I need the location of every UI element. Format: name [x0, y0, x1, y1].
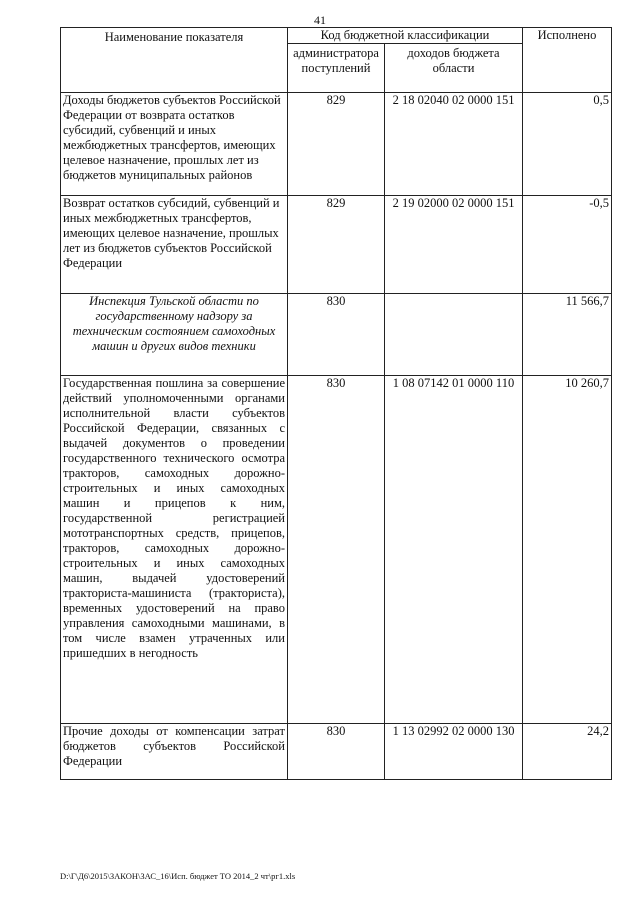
row-executed: 0,5 — [523, 93, 612, 196]
page-number: 41 — [314, 13, 326, 27]
row-executed: 24,2 — [523, 724, 612, 780]
header-revenue-code: доходов бюджета области — [385, 44, 523, 93]
row-revenue-code: 1 08 07142 01 0000 110 — [385, 376, 523, 724]
row-admin-code: 829 — [288, 196, 385, 294]
table-row — [61, 294, 612, 376]
row-revenue-code: 1 13 02992 02 0000 130 — [385, 724, 523, 780]
row-name: Инспекция Тульской области по государственному надзору за техническим состоянием самоходных машин и других видов техники — [61, 294, 288, 376]
row-name: Доходы бюджетов субъектов Российской Федерации от возврата остатков субсидий, субвенций и иных межбюджетных трансфертов, имеющих целевое назначение, прошлых лет из бюджетов муниципальных районов — [61, 93, 288, 196]
row-revenue-code — [385, 294, 523, 376]
table-row — [61, 724, 612, 780]
header-row-top — [61, 28, 612, 44]
table-row — [61, 196, 612, 294]
header-classification: Код бюджетной классификации — [288, 28, 523, 44]
row-name: Государственная пошлина за совершение действий уполномоченными органами исполнительной власти субъектов Российской Федерации, связанных с выдачей документов о проведении государственного технического осмотра тракторов, самоходных дорожно-строительных и иных самоходных машин и прицепов к ним, государственной регистрацией мототранспортных средств, прицепов, тракторов, самоходных дорожно-строительных и иных самоходных машин, выдачей удостоверений тракториста-машиниста (тракториста), временных удостоверений на право управления самоходными машинами, в том числе взамен утраченных или пришедших в негодность — [61, 376, 288, 724]
table-row — [61, 93, 612, 196]
row-admin-code: 829 — [288, 93, 385, 196]
footer-file-path: D:\Г\Д6\2015\ЗАКОН\ЗАС_16\Исп. бюджет ТО 2014_2 чт\рг1.xls — [60, 871, 296, 881]
row-name: Возврат остатков субсидий, субвенций и иных межбюджетных трансфертов, имеющих целевое назначение, прошлых лет из бюджетов субъектов Российской Федерации — [61, 196, 288, 294]
row-executed: 11 566,7 — [523, 294, 612, 376]
row-executed: -0,5 — [523, 196, 612, 294]
row-revenue-code: 2 19 02000 02 0000 151 — [385, 196, 523, 294]
budget-table-container — [60, 27, 611, 780]
header-admin: администратора поступлений — [288, 44, 385, 93]
budget-table — [60, 27, 612, 780]
row-admin-code: 830 — [288, 724, 385, 780]
row-executed: 10 260,7 — [523, 376, 612, 724]
table-row — [61, 376, 612, 724]
row-name: Прочие доходы от компенсации затрат бюджетов субъектов Российской Федерации — [61, 724, 288, 780]
row-revenue-code: 2 18 02040 02 0000 151 — [385, 93, 523, 196]
header-executed: Исполнено — [523, 28, 612, 93]
row-admin-code: 830 — [288, 294, 385, 376]
header-name: Наименование показателя — [61, 28, 288, 93]
row-admin-code: 830 — [288, 376, 385, 724]
